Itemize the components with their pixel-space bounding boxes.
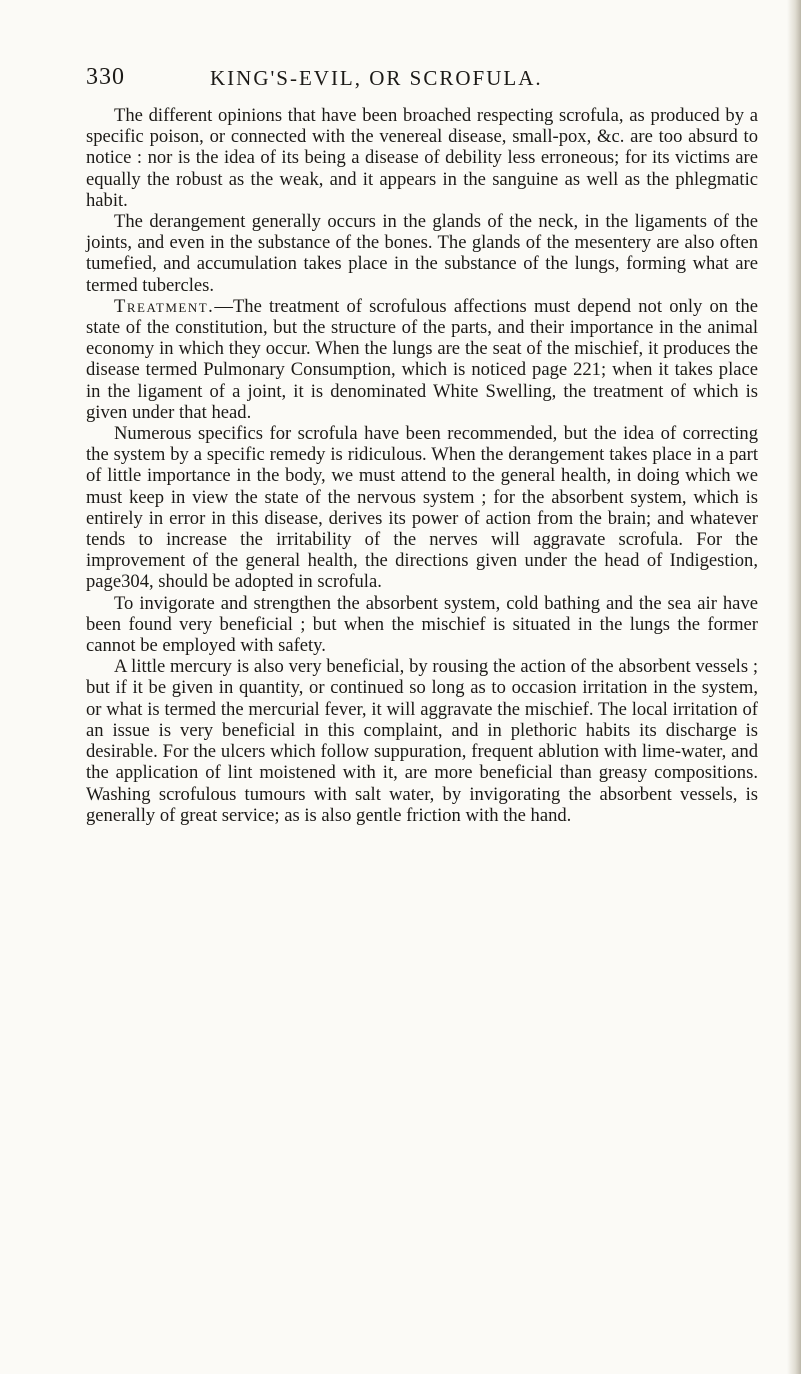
paragraph-opinions	[86, 105, 758, 211]
page-header	[86, 64, 758, 98]
paragraph-text: Numerous specifics for scrofula have been recommended, but the idea of correcting the system by a specific remedy is ridiculous. When the derangement takes place in a part of little importance in the body, we must attend to the general health, in doing which we must keep in view the state of the nervous system ; for the absorbent system, which is entirely in error in this disease, derives its power of action from the brain; and whatever tends to increase the irritability of the nerves will aggravate scrofula. For the improvement of the general health, the directions given under the head of Indigestion, page304, should be adopted in scrofula.	[86, 423, 758, 593]
paragraph-text: A little mercury is also very beneficial, by rousing the action of the absorbent vessels ; but if it be given in quantity, or continued so long as to occasion irritation in the system, or what is termed the mercurial fever, it will aggravate the mischief. The local irritation of an issue is very beneficial in this complaint, and in plethoric habits its discharge is desirable. For the ulcers which follow suppuration, frequent ablution with lime-water, and the application of lint moistened with it, are more beneficial than greasy compositions. Washing scrofulous tumours with salt water, by invigorating the absorbent vessels, is generally of great service; as is also gentle friction with the hand.	[86, 656, 758, 826]
paragraph-text: The derangement generally occurs in the glands of the neck, in the ligaments of the joints, and even in the substance of the bones. The glands of the mesentery are also often tumefied, and accumulation takes place in the substance of the lungs, forming what are termed tubercles.	[86, 211, 758, 296]
paragraph-text: —The treatment of scrofulous affections must depend not only on the state of the constitution, but the structure of the parts, and their importance in the animal economy in which they occur. When the lungs are the seat of the mischief, it produces the disease termed Pulmonary Consumption, which is noticed page 221; when it takes place in the ligament of a joint, it is denominated White Swelling, the treatment of which is given under that head.	[86, 295, 758, 423]
paragraph-treatment	[86, 296, 758, 423]
paragraph-text: The different opinions that have been broached respecting scrofula, as produced by a specific poison, or connected with the venereal disease, small-pox, &c. are too absurd to notice : nor is the idea of its being a disease of debility less erroneous; for its victims are equally the robust as the weak, and it appears in the sanguine as well as the phlegmatic habit.	[86, 105, 758, 211]
page-edge-shadow	[787, 0, 801, 1374]
paragraph-mercury	[86, 656, 758, 826]
page-number: 330	[86, 64, 125, 90]
paragraph-derangement	[86, 211, 758, 296]
section-lead-treatment: Treatment.	[114, 295, 215, 317]
paragraph-specifics	[86, 423, 758, 593]
paragraph-invigorate	[86, 593, 758, 657]
body-text	[86, 105, 758, 826]
running-head: KING'S-EVIL, OR SCROFULA.	[210, 66, 543, 90]
paragraph-text: To invigorate and strengthen the absorbent system, cold bathing and the sea air have been found very beneficial ; but when the mischief is situated in the lungs the former cannot be employed with safety.	[86, 592, 758, 657]
